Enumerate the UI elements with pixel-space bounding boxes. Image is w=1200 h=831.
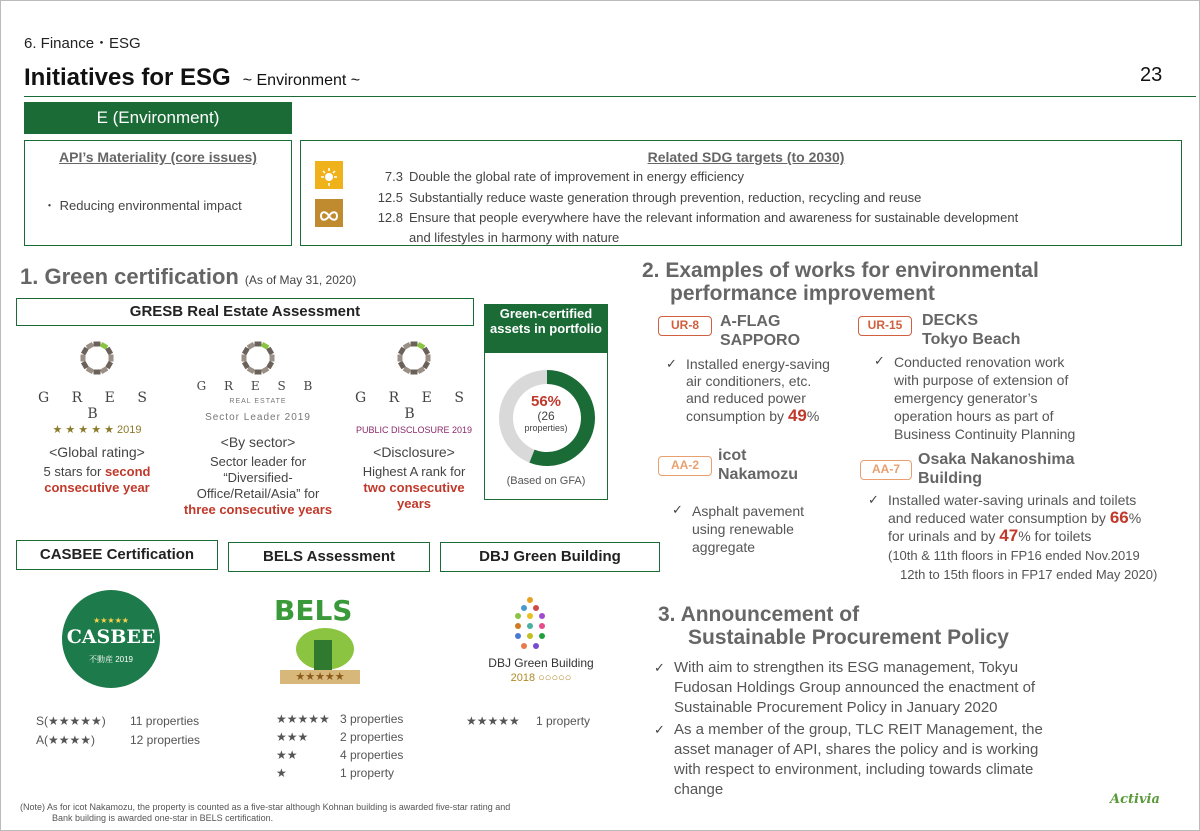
work-desc: Installed water-saving urinals and toilets and reduced water consumption by 66% for urinals and by 47% for toilets — [888, 491, 1198, 545]
work-desc-line: Installed energy-saving — [686, 356, 830, 372]
bels-rating: ★★★ — [276, 730, 309, 744]
gresb-label: <Disclosure> — [373, 444, 455, 460]
gresb-desc: Sector leader for — [209, 454, 307, 469]
bels-rating: ★ — [276, 766, 287, 780]
work-desc-line: with purpose of extension of — [894, 372, 1069, 388]
gresb-desc: 5 stars for — [43, 464, 102, 479]
property-tag: AA-2 — [658, 456, 712, 476]
work-desc-line: Asphalt pavement — [692, 503, 805, 519]
work-desc — [692, 502, 804, 556]
work-desc-line: emergency generator’s — [894, 390, 1038, 406]
sdg-text: and lifestyles in harmony with nature — [409, 230, 620, 245]
gresb-sector-col — [172, 338, 344, 518]
check-icon: ✓ — [666, 356, 677, 371]
bels-count: 3 properties — [340, 712, 404, 726]
dbj-logo-year: 2018 — [510, 672, 536, 684]
bels-counts — [276, 710, 403, 782]
work-desc — [894, 353, 1075, 443]
materiality-item: ・ Reducing environmental impact — [43, 198, 242, 213]
property-name-line: Tokyo Beach — [922, 331, 1021, 348]
dbj-rating: ★★★★★ — [466, 714, 520, 728]
green-cert-title: 1. Green certification — [20, 264, 239, 289]
policy-line: As a member of the group, TLC REIT Management, the — [674, 721, 1043, 738]
property-tag: UR-15 — [858, 316, 912, 336]
green-share-basis: (Based on GFA) — [506, 475, 586, 487]
property-name — [718, 446, 798, 484]
green-share-count: (26 — [537, 409, 555, 423]
gresb-title-box: GRESB Real Estate Assessment — [16, 298, 474, 326]
casbee-count: 11 properties — [130, 714, 200, 728]
work-desc-line: consumption by — [686, 408, 785, 424]
sdg-box — [300, 140, 1182, 246]
property-name-line: icot — [718, 447, 747, 464]
dbj-rings-icon: ○○○○○ — [538, 672, 572, 684]
work-desc-line: Installed water-saving urinals and toilets — [888, 492, 1137, 508]
policy-heading-line2: Sustainable Procurement Policy — [688, 626, 1009, 649]
green-share-count-unit: properties) — [524, 423, 568, 433]
gresb-disclosure-label: PUBLIC DISCLOSURE 2019 — [355, 425, 473, 435]
sdg-row — [361, 169, 744, 184]
check-icon: ✓ — [672, 502, 683, 517]
title-text: Initiatives for ESG — [24, 64, 231, 91]
urinal-reduction-pct: 66 — [1109, 508, 1129, 527]
property-name — [720, 312, 800, 350]
casbee-logo-year: 不動産 2019 — [88, 655, 134, 664]
period-note-line: 12th to 15th floors in FP17 ended May 2020) — [900, 567, 1158, 582]
gresb-ring-icon — [238, 338, 278, 378]
gresb-highlight: years — [397, 496, 431, 511]
works-heading-line1: 2. Examples of works for environmental — [642, 259, 1039, 282]
property-name-line: Nakamozu — [718, 466, 799, 483]
gresb-highlight: three consecutive years — [183, 502, 333, 517]
footnote-line: Bank building is awarded one-star in BELS certification. — [52, 813, 274, 823]
work-desc-line: Conducted renovation work — [894, 354, 1065, 370]
dbj-counts — [466, 714, 590, 728]
gresb-ring-icon — [77, 338, 117, 378]
bels-logo — [274, 594, 384, 690]
works-heading-line2: performance improvement — [670, 282, 935, 305]
gresb-label: <Global rating> — [49, 444, 145, 460]
gresb-disclosure-col — [344, 338, 484, 512]
bels-count: 4 properties — [340, 748, 404, 762]
property-name-line: Building — [918, 470, 982, 487]
pct-unit: % — [806, 408, 820, 424]
check-icon: ✓ — [868, 492, 879, 507]
green-cert-heading — [20, 264, 356, 290]
work-desc-line: using renewable — [692, 521, 794, 537]
reduction-pct: 49 — [787, 406, 807, 425]
policy-para-2 — [674, 720, 1043, 800]
green-share-pct: 56% — [530, 393, 562, 410]
bels-rating: ★★ — [276, 748, 298, 762]
work-desc-line: and reduced water consumption by — [888, 510, 1106, 526]
work-desc-line: air conditioners, etc. — [686, 373, 812, 389]
gresb-label: <By sector> — [220, 434, 296, 450]
sdg-row — [361, 190, 921, 205]
sdg-text: Ensure that people everywhere have the relevant information and awareness for sustainable development — [409, 210, 1019, 225]
page-number: 23 — [1140, 64, 1163, 86]
work-period-note — [888, 546, 1157, 584]
casbee-counts — [36, 712, 200, 750]
sdg-num: 12.8 — [377, 210, 403, 225]
materiality-box — [24, 140, 292, 246]
policy-line: Sustainable Procurement Policy in January 2020 — [674, 699, 998, 716]
work-desc-line: operation hours as part of — [894, 408, 1054, 424]
bels-rating: ★★★★★ — [276, 712, 330, 726]
dbj-logo-text: DBJ Green Building — [488, 656, 594, 670]
casbee-rating: S(★★★★★) — [36, 714, 106, 728]
title-divider — [24, 96, 1196, 97]
footnote — [20, 802, 510, 824]
green-assets-box — [484, 352, 608, 500]
property-tag: AA-7 — [860, 460, 912, 480]
sdg12-consumption-icon — [315, 199, 343, 227]
bels-count: 1 property — [340, 766, 395, 780]
bels-building-icon — [314, 640, 332, 670]
toilet-reduction-pct: 47 — [999, 526, 1019, 545]
gresb-wordmark: G R E S B — [355, 390, 473, 422]
check-icon: ✓ — [654, 722, 665, 737]
property-name-line: Osaka Nakanoshima — [918, 451, 1075, 468]
policy-para-1 — [674, 658, 1035, 718]
casbee-rating: A(★★★★) — [36, 733, 96, 747]
work-desc — [686, 356, 830, 425]
activia-logo: Activia — [1110, 792, 1160, 807]
bels-count: 2 properties — [340, 730, 404, 744]
policy-line: asset manager of API, shares the policy and is working — [674, 741, 1039, 758]
gresb-sub-label: REAL ESTATE — [229, 398, 287, 405]
work-desc-line: for urinals and by — [888, 528, 996, 544]
gresb-global-col — [22, 338, 172, 496]
property-name — [922, 311, 1020, 349]
property-name-line: A-FLAG — [720, 313, 781, 330]
work-desc-line: Business Continuity Planning — [894, 426, 1076, 442]
gresb-sector-leader: Sector Leader 2019 — [205, 412, 311, 423]
dbj-title-box: DBJ Green Building — [440, 542, 660, 572]
dbj-dots-icon — [510, 596, 550, 652]
work-desc-line: % for toilets — [1018, 528, 1092, 544]
policy-heading — [658, 603, 1009, 649]
sdg-text: Double the global rate of improvement in energy efficiency — [409, 169, 745, 184]
title-subtitle: ~ Environment ~ — [242, 72, 361, 89]
casbee-count: 12 properties — [130, 733, 201, 747]
policy-line: With aim to strengthen its ESG management, Tokyu — [674, 659, 1019, 676]
property-name — [918, 450, 1075, 488]
works-heading — [642, 259, 1039, 305]
casbee-logo — [62, 590, 160, 688]
environment-tab: E (Environment) — [24, 102, 292, 134]
sdg-row — [361, 210, 1018, 225]
sdg-text: Substantially reduce waste generation through prevention, reduction, recycling and reuse — [409, 190, 922, 205]
casbee-logo-text: CASBEE — [66, 626, 156, 648]
policy-heading-line1: 3. Announcement of — [658, 603, 860, 626]
dbj-logo — [466, 596, 616, 688]
sdg-num: 12.5 — [377, 190, 403, 205]
section-label: 6. Finance・ESG — [24, 35, 141, 52]
sdg-num: 7.3 — [384, 169, 403, 184]
gresb-highlight: consecutive year — [44, 480, 150, 495]
property-name-line: SAPPORO — [720, 332, 801, 349]
as-of-date: (As of May 31, 2020) — [244, 273, 357, 287]
policy-line: change — [674, 781, 724, 798]
sdg-heading: Related SDG targets (to 2030) — [647, 149, 845, 165]
bels-stars-icon: ★★★★★ — [280, 670, 360, 684]
sdg7-energy-icon — [315, 161, 343, 189]
policy-line: Fudosan Holdings Group announced the enactment of — [674, 679, 1036, 696]
property-tag: UR-8 — [658, 316, 712, 336]
bels-title-box: BELS Assessment — [228, 542, 430, 572]
check-icon: ✓ — [874, 353, 885, 368]
work-desc-line: and reduced power — [686, 390, 806, 406]
gresb-stars: ★ ★ ★ ★ ★ 2019 — [52, 424, 142, 436]
gresb-wordmark: G R E S B — [38, 390, 156, 422]
gresb-highlight: two consecutive — [363, 480, 465, 495]
work-desc-line: aggregate — [692, 539, 756, 555]
bels-logo-text: BELS — [274, 594, 353, 627]
green-assets-heading: Green-certified assets in portfolio — [484, 304, 608, 352]
property-name-line: DECKS — [922, 312, 979, 329]
policy-line: with respect to environment, including towards climate — [674, 761, 1034, 778]
gresb-desc: Highest A rank for — [362, 464, 466, 479]
casbee-title-box: CASBEE Certification — [16, 540, 218, 570]
casbee-stars-icon: ★★★★★ — [93, 616, 129, 625]
gresb-desc: Office/Retail/Asia” for — [196, 486, 320, 501]
check-icon: ✓ — [654, 660, 665, 675]
gresb-desc: “Diversified- — [223, 470, 293, 485]
materiality-heading: API’s Materiality (core issues) — [59, 149, 257, 165]
gresb-ring-icon — [394, 338, 434, 378]
gresb-wordmark: G R E S B — [196, 379, 320, 393]
dbj-count: 1 property — [536, 714, 591, 728]
sdg-row — [361, 230, 619, 245]
footnote-line: (Note) As for icot Nakamozu, the property is counted as a five-star although Kohnan building is awarded five-star rating and — [20, 802, 511, 812]
period-note-line: (10th & 11th floors in FP16 ended Nov.2019 — [888, 548, 1140, 563]
gresb-highlight: second — [104, 464, 151, 479]
page-title — [24, 64, 360, 92]
